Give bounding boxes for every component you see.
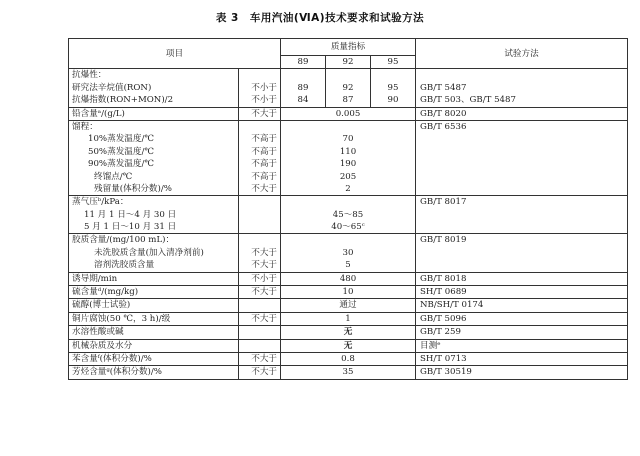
value-cell: 35 <box>342 367 354 378</box>
value-cell: 5 <box>345 260 351 271</box>
method-cell: GB/T 30519 <box>420 367 472 378</box>
table-row-distillation <box>69 120 628 195</box>
table-row-induction <box>69 272 628 285</box>
table-row-acid <box>69 326 628 339</box>
method-cell: GB/T 503、GB/T 5487 <box>420 95 516 106</box>
value-cell: 通过 <box>339 300 357 311</box>
row-label: 研究法辛烷值(RON) <box>72 82 152 93</box>
limit-label: 不大于 <box>251 287 278 298</box>
limit-label: 不大于 <box>251 367 278 378</box>
row-label: 10%蒸发温度/℃ <box>88 134 154 145</box>
value-cell: 95 <box>387 82 399 93</box>
limit-label: 不小于 <box>251 95 278 106</box>
row-label: 硫含量ᵈ/(mg/kg) <box>72 287 139 298</box>
value-cell: 480 <box>339 273 357 284</box>
value-cell: 无 <box>343 340 353 351</box>
table-row-gum <box>69 234 628 272</box>
row-label: 抗爆指数(RON+MON)/2 <box>72 95 174 106</box>
value-cell: 10 <box>342 287 354 298</box>
limit-label: 不大于 <box>251 183 278 194</box>
method-cell: SH/T 0713 <box>420 354 467 364</box>
table-row-sulfur <box>69 286 628 299</box>
header-grade-95: 95 <box>371 56 416 69</box>
value-cell: 205 <box>339 171 357 182</box>
method-cell: SH/T 0689 <box>420 287 467 298</box>
value-cell: 190 <box>339 159 357 170</box>
row-label: 11 月 1 日～4 月 30 日 <box>84 209 177 220</box>
table-caption: 表 3 车用汽油(ⅥA)技术要求和试验方法 <box>215 12 425 24</box>
limit-label: 不高于 <box>251 159 278 170</box>
method-cell: GB/T 8020 <box>420 108 467 119</box>
value-cell: 89 <box>297 82 309 93</box>
header-item: 项目 <box>69 39 281 69</box>
table-row-vapor-pressure <box>69 196 628 234</box>
value-cell: 1 <box>345 313 351 324</box>
value-cell: 70 <box>342 134 354 145</box>
value-cell: 0.005 <box>335 108 361 119</box>
header-grade-92: 92 <box>326 56 371 69</box>
row-label: 馏程： <box>72 121 98 132</box>
value-cell: 110 <box>339 146 357 157</box>
method-cell: GB/T 259 <box>420 327 461 338</box>
value-cell: 87 <box>342 95 354 106</box>
row-label: 终馏点/℃ <box>94 171 133 182</box>
method-cell: GB/T 8019 <box>420 235 467 246</box>
row-label: 蒸气压ᵇ/kPa： <box>72 197 129 208</box>
limit-label: 不高于 <box>251 134 278 145</box>
row-label: 铜片腐蚀(50 ℃，3 h)/级 <box>72 313 171 324</box>
gasoline-spec-table <box>68 38 628 380</box>
value-cell: 90 <box>387 95 399 106</box>
row-label: 50%蒸发温度/℃ <box>88 146 154 157</box>
limit-label: 不大于 <box>251 108 278 119</box>
table-row-aromatics <box>69 366 628 379</box>
row-label: 芳烃含量ᵍ(体积分数)/% <box>72 367 162 378</box>
table-row-copper <box>69 312 628 325</box>
table-row-mercaptan <box>69 299 628 312</box>
method-cell: GB/T 8018 <box>420 273 467 284</box>
limit-label: 不大于 <box>251 260 278 271</box>
method-cell: GB/T 6536 <box>420 121 467 132</box>
limit-label: 不高于 <box>251 146 278 157</box>
header-quality-index: 质量指标 <box>281 39 416 56</box>
method-cell: GB/T 5096 <box>420 313 467 324</box>
value-cell: 无 <box>343 327 353 338</box>
header-grade-89: 89 <box>281 56 326 69</box>
value-cell: 92 <box>342 82 354 93</box>
value-cell: 2 <box>345 183 351 194</box>
row-label: 硫醇(博士试验) <box>72 300 131 311</box>
row-label: 未洗胶质含量(加入清净剂前) <box>94 247 204 258</box>
table-row-benzene <box>69 353 628 366</box>
limit-label: 不大于 <box>251 313 278 324</box>
row-label: 残留量(体积分数)/% <box>94 183 172 194</box>
header-test-method: 试验方法 <box>416 39 628 69</box>
row-label: 5 月 1 日～10 月 31 日 <box>84 222 177 233</box>
row-label: 水溶性酸或碱 <box>72 327 124 338</box>
table-row-antiknock <box>69 69 628 107</box>
row-label: 90%蒸发温度/℃ <box>88 159 154 170</box>
limit-label: 不小于 <box>251 82 278 93</box>
row-label: 抗爆性： <box>72 70 107 81</box>
limit-label: 不高于 <box>251 171 278 182</box>
table-row-lead <box>69 107 628 120</box>
row-label: 机械杂质及水分 <box>72 340 133 351</box>
limit-label: 不大于 <box>251 354 278 364</box>
limit-label: 不小于 <box>251 273 278 284</box>
limit-label: 不大于 <box>251 247 278 258</box>
row-label: 溶剂洗胶质含量 <box>94 260 155 271</box>
method-cell: GB/T 5487 <box>420 82 467 93</box>
value-cell: 45～85 <box>332 209 364 220</box>
value-cell: 40～65ᶜ <box>331 222 365 233</box>
value-cell: 84 <box>297 95 309 106</box>
row-label: 铅含量ᵃ/(g/L) <box>72 108 125 119</box>
value-cell: 30 <box>342 247 354 258</box>
row-label: 胶质含量/(mg/100 mL)： <box>72 235 175 246</box>
method-cell: NB/SH/T 0174 <box>420 300 484 311</box>
value-cell: 0.8 <box>341 354 355 364</box>
method-cell: GB/T 8017 <box>420 197 467 208</box>
table-row-impurity <box>69 339 628 352</box>
row-label: 苯含量ᶠ(体积分数)/% <box>72 354 152 364</box>
row-label: 诱导期/min <box>72 273 118 284</box>
method-cell: 目测ᵉ <box>420 340 441 351</box>
